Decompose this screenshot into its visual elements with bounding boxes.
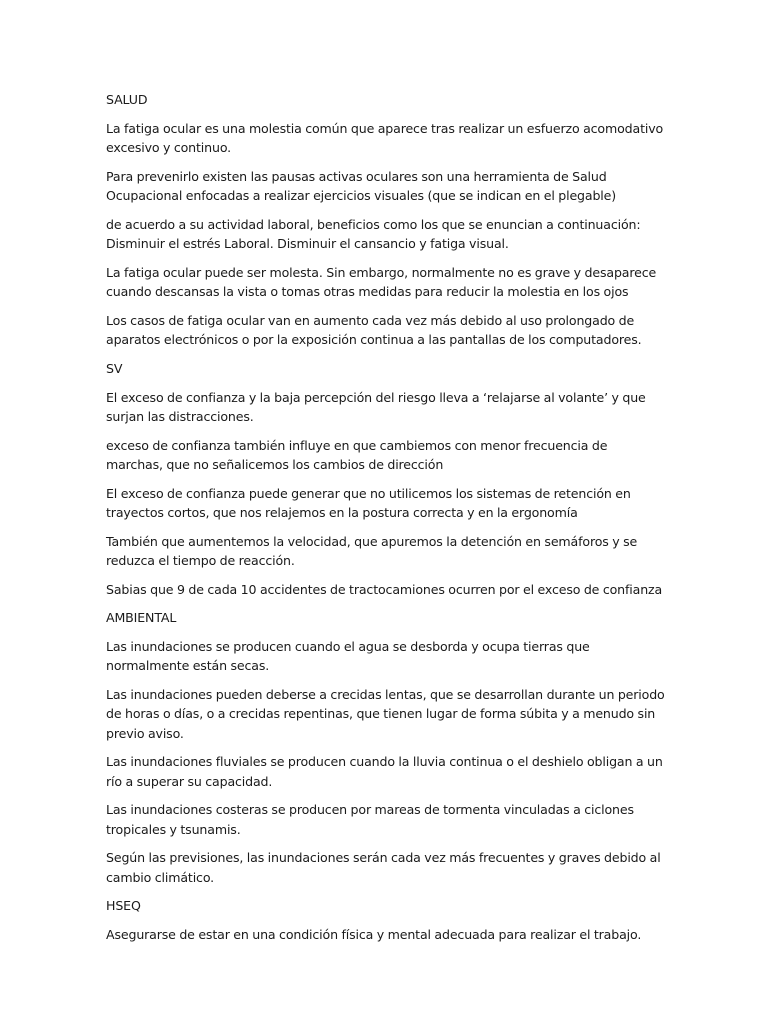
- paragraph: La fatiga ocular es una molestia común que aparece tras realizar un esfuerzo acomodativo excesivo y continuo.: [106, 120, 664, 155]
- paragraph: Los casos de fatiga ocular van en aumento cada vez más debido al uso prolongado de aparatos electrónicos o por la exposición continua a las pantallas de los computadores.: [106, 312, 642, 347]
- paragraph: La fatiga ocular puede ser molesta. Sin embargo, normalmente no es grave y desaparece cuando descansas la vista o tomas otras medidas para reducir la molestia en los ojos: [106, 264, 657, 299]
- paragraph: Según las previsiones, las inundaciones serán cada vez más frecuentes y graves debido al cambio climático.: [106, 850, 661, 885]
- section-heading-sv: SV: [106, 360, 123, 376]
- paragraph: Asegurarse de estar en una condición física y mental adecuada para realizar el trabajo.: [106, 927, 642, 943]
- section-heading-hseq: HSEQ: [106, 898, 141, 914]
- paragraph: Las inundaciones costeras se producen por mareas de tormenta vinculadas a ciclones tropicales y tsunamis.: [106, 802, 634, 837]
- document-body: [106, 90, 666, 954]
- paragraph: El exceso de confianza y la baja percepción del riesgo lleva a ‘relajarse al volante’ y que surjan las distracciones.: [106, 389, 646, 424]
- section-heading-salud: SALUD: [106, 92, 148, 107]
- paragraph: Para prevenirlo existen las pausas activas oculares son una herramienta de Salud Ocupacional enfocadas a realizar ejercicios visuales (que se indican en el plegable): [106, 168, 617, 203]
- paragraph: exceso de confianza también influye en que cambiemos con menor frecuencia de marchas, que no señalicemos los cambios de dirección: [106, 437, 608, 472]
- paragraph: Sabias que 9 de cada 10 accidentes de tractocamiones ocurren por el exceso de confianza: [106, 581, 663, 597]
- section-heading-ambiental: AMBIENTAL: [106, 610, 177, 626]
- paragraph: Las inundaciones se producen cuando el agua se desborda y ocupa tierras que normalmente están secas.: [106, 639, 590, 674]
- paragraph: El exceso de confianza puede generar que no utilicemos los sistemas de retención en trayectos cortos, que nos relajemos en la postura correcta y en la ergonomía: [106, 485, 631, 520]
- paragraph: También que aumentemos la velocidad, que apuremos la detención en semáforos y se reduzca el tiempo de reacción.: [106, 533, 638, 568]
- paragraph: Las inundaciones pueden deberse a crecidas lentas, que se desarrollan durante un periodo de horas o días, o a crecidas repentinas, que tienen lugar de forma súbita y a menudo sin previo aviso.: [106, 687, 665, 741]
- paragraph: Las inundaciones fluviales se producen cuando la lluvia continua o el deshielo obligan a un río a superar su capacidad.: [106, 754, 663, 789]
- paragraph: de acuerdo a su actividad laboral, beneficios como los que se enuncian a continuación: Disminuir el estrés Laboral. Disminuir el cansancio y fatiga visual.: [106, 216, 641, 251]
